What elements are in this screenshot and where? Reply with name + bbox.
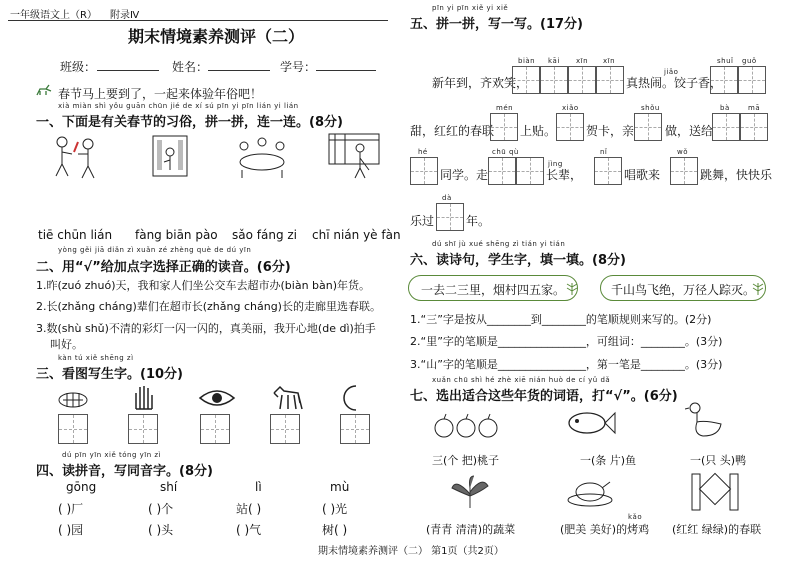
number-field[interactable] — [316, 70, 376, 71]
q7-fish-choice[interactable]: 一(条 片)鱼 — [580, 454, 637, 467]
q4-row1-4[interactable]: ( )光 — [322, 502, 348, 516]
q5-py-jing: jìng — [548, 160, 563, 168]
q5-py-ni: nǐ — [600, 148, 608, 156]
q5-box-17[interactable] — [436, 203, 464, 231]
leaf-icon — [566, 281, 578, 295]
q2-item-3: 3.数(shù shǔ)不清的彩灯一闪一闪的，真美丽，我开心地(de dì)拍手 — [36, 322, 376, 335]
q7-vegetable-choice[interactable]: (青青 清清)的蔬菜 — [426, 523, 516, 536]
q4-row2-4[interactable]: 树( ) — [322, 523, 348, 537]
q5-line4-start: 乐过 — [410, 214, 435, 228]
poem-1: 一去二三里，烟村四五家。 — [420, 283, 565, 297]
q5-box-11[interactable] — [740, 113, 768, 141]
q4-syllable-2: shí — [160, 480, 178, 494]
q4-syllable-1: gōng — [66, 480, 97, 494]
q5-line2-mid: 上贴。 — [520, 124, 557, 138]
q3-write-box-5[interactable] — [340, 414, 370, 444]
q5-box-15[interactable] — [594, 157, 622, 185]
q1-option-1: tiē chūn lián — [38, 228, 113, 242]
q4-pinyin: dú pīn yīn xiě tóng yīn zì — [62, 451, 162, 459]
page-title: 期末情境素养测评（二） — [128, 27, 305, 46]
q1-title: 一、下面是有关春节的习俗，拼一拼，连一连。(8分) — [36, 115, 343, 130]
q5-line3-elders: 长辈， — [546, 168, 583, 182]
q4-row1-3[interactable]: 站( ) — [236, 502, 262, 516]
sweeping-picture[interactable] — [325, 130, 383, 180]
q5-py-wo: wǒ — [677, 148, 689, 156]
q5-py-xiao: xiǎo — [562, 104, 579, 112]
q5-line2-gift: 做，送给 — [665, 124, 714, 138]
q3-write-box-1[interactable] — [58, 414, 88, 444]
q5-box-12[interactable] — [410, 157, 438, 185]
q7-title: 七、选出适合这些年货的词语，打“√”。(6分) — [410, 389, 678, 404]
q5-box-5[interactable] — [710, 66, 738, 94]
q4-title: 四、读拼音，写同音字。(8分) — [36, 464, 213, 479]
family-dinner-picture[interactable] — [232, 132, 292, 180]
q6-pinyin: dú shī jù xué shēng zì tián yi tián — [432, 240, 566, 248]
q3-write-box-2[interactable] — [128, 414, 158, 444]
q5-py-men: mén — [496, 104, 514, 112]
q5-py-xin: xīn — [576, 57, 589, 65]
q5-py-he: hé — [418, 148, 428, 156]
q5-line4-end: 年。 — [466, 214, 491, 228]
q5-line3-classmates: 同学。走 — [440, 168, 489, 182]
q5-py-da: dà — [442, 194, 452, 202]
page-footer: 期末情境素养测评（二） 第1页（共2页） — [318, 546, 504, 557]
insect-icon — [55, 385, 91, 411]
q5-box-13[interactable] — [488, 157, 516, 185]
q5-pinyin: pīn yi pīn xiě yi xiě — [432, 4, 509, 12]
q5-box-7[interactable] — [490, 113, 518, 141]
firecracker-picture[interactable] — [40, 132, 110, 180]
q1-option-2: fàng biān pào — [135, 228, 218, 242]
q4-syllable-3: lì — [255, 480, 262, 494]
fish-picture — [565, 405, 617, 441]
q5-box-10[interactable] — [712, 113, 740, 141]
q5-line1-end: 真热闹。饺子香， — [626, 76, 723, 90]
q5-py-ma: mā — [748, 104, 761, 112]
q5-line2-card: 贺卡，亲 — [586, 124, 635, 138]
q2-item-1: 1.昨(zuó zhuó)天，我和家人们坐公交车去超市办(biàn bàn)年货。 — [36, 279, 371, 292]
q5-line1-start: 新年到，齐欢笑， — [432, 76, 529, 90]
couplet-picture[interactable] — [145, 132, 200, 180]
q6-item-3[interactable]: 3.“山”字的笔顺是________________，第一笔是________。(3分) — [410, 358, 723, 371]
q7-py-kao: kǎo — [628, 513, 643, 521]
q5-box-4[interactable] — [596, 66, 624, 94]
q5-box-8[interactable] — [556, 113, 584, 141]
q7-pinyin: xuǎn chū shì hé zhè xiē nián huò de cí yǔ dǎ — [432, 376, 611, 384]
q5-box-6[interactable] — [738, 66, 766, 94]
name-field[interactable] — [208, 70, 270, 71]
q2-item-3-cont: 叫好。 — [50, 338, 83, 351]
q4-row2-1[interactable]: ( )园 — [58, 523, 84, 537]
q7-chicken-choice[interactable]: (肥美 美好)的烤鸡 — [560, 523, 650, 536]
deer-icon — [34, 83, 56, 97]
roast-chicken-picture — [566, 478, 614, 508]
q6-item-2[interactable]: 2.“里”字的笔顺是________________，可组词：________。(3分) — [410, 335, 723, 348]
q5-py-guo: guǒ — [742, 57, 757, 65]
q5-box-9[interactable] — [634, 113, 662, 141]
q5-py-chuqu: chū qù — [492, 148, 519, 156]
q7-peach-choice[interactable]: 三(个 把)桃子 — [432, 454, 500, 467]
q5-py-kai: kāi — [548, 57, 560, 65]
peaches-picture — [432, 410, 502, 440]
q5-box-1[interactable] — [512, 66, 540, 94]
q3-pinyin: kàn tú xiě shēng zì — [58, 354, 134, 362]
q3-write-box-4[interactable] — [270, 414, 300, 444]
poem-banner-1 — [408, 275, 578, 301]
q5-line2-start: 甜，红红的春联 — [410, 124, 495, 138]
q4-row1-2[interactable]: ( )个 — [148, 502, 174, 516]
q5-py-bian: biàn — [518, 57, 536, 65]
duck-picture — [685, 400, 727, 440]
q4-syllable-4: mù — [330, 480, 350, 494]
vegetable-picture — [448, 474, 492, 510]
q7-duck-choice[interactable]: 一(只 头)鸭 — [690, 454, 747, 467]
q5-py-shou: shǒu — [641, 104, 660, 112]
q6-title: 六、读诗句，学生字，填一填。(8分) — [410, 253, 626, 268]
moon-icon — [340, 384, 366, 412]
q5-title: 五、拼一拼，写一写。(17分) — [410, 17, 583, 32]
q2-title: 二、用“√”给加点字选择正确的读音。(6分) — [36, 260, 291, 275]
q5-line3-sing: 唱歌来 — [624, 168, 661, 182]
appendix-label: 附录Ⅳ — [110, 10, 140, 21]
q1-option-4: chī nián yè fàn — [312, 228, 401, 242]
number-label: 学号： — [280, 60, 317, 74]
q3-write-box-3[interactable] — [200, 414, 230, 444]
poem-2: 千山鸟飞绝，万径人踪灭。 — [610, 283, 755, 297]
q4-row1-1[interactable]: ( )厂 — [58, 502, 84, 516]
q1-option-3: sǎo fáng zi — [232, 228, 298, 242]
q5-box-3[interactable] — [568, 66, 596, 94]
q5-line3-dance: 跳舞，快快乐 — [700, 168, 773, 182]
q5-box-16[interactable] — [670, 157, 698, 185]
q5-box-14[interactable] — [516, 157, 544, 185]
q3-title: 三、看图写生字。(10分) — [36, 367, 183, 382]
q2-item-2: 2.长(zhǎng cháng)辈们在超市长(zhǎng cháng)长的走廊里选春联。 — [36, 300, 381, 313]
couplet-goods-picture — [690, 472, 740, 512]
q5-py-shui: shuǐ — [717, 57, 734, 65]
q7-couplet-choice[interactable]: (红红 绿绿)的春联 — [672, 523, 762, 536]
q4-row2-3[interactable]: ( )气 — [236, 523, 262, 537]
q5-py-ba: bà — [720, 104, 730, 112]
leaf-icon-2 — [752, 281, 764, 295]
intro-text: 春节马上要到了，一起来体验年俗吧！ — [58, 87, 263, 101]
hand-icon — [128, 383, 158, 411]
q2-pinyin: yòng gěi jiā diǎn zì xuǎn zé zhèng què de dú yīn — [58, 246, 252, 254]
name-label: 姓名： — [172, 60, 209, 74]
eye-icon — [198, 388, 236, 408]
q5-py-jiao: jiǎo — [664, 68, 679, 76]
q4-row2-2[interactable]: ( )头 — [148, 523, 174, 537]
q5-box-2[interactable] — [540, 66, 568, 94]
class-field[interactable] — [97, 70, 159, 71]
q1-pinyin: xià miàn shì yǒu guān chūn jié de xí sú pīn yi pīn lián yi lián — [58, 102, 299, 110]
poem-banner-2 — [600, 275, 766, 301]
grade-header: 一年级语文上（R） — [10, 10, 97, 21]
horse-icon — [268, 383, 306, 411]
q5-py-xin2: xīn — [603, 57, 616, 65]
class-label: 班级： — [60, 60, 97, 74]
q6-item-1[interactable]: 1.“三”字是按从________到________的笔顺规则来写的。(2分) — [410, 313, 712, 326]
